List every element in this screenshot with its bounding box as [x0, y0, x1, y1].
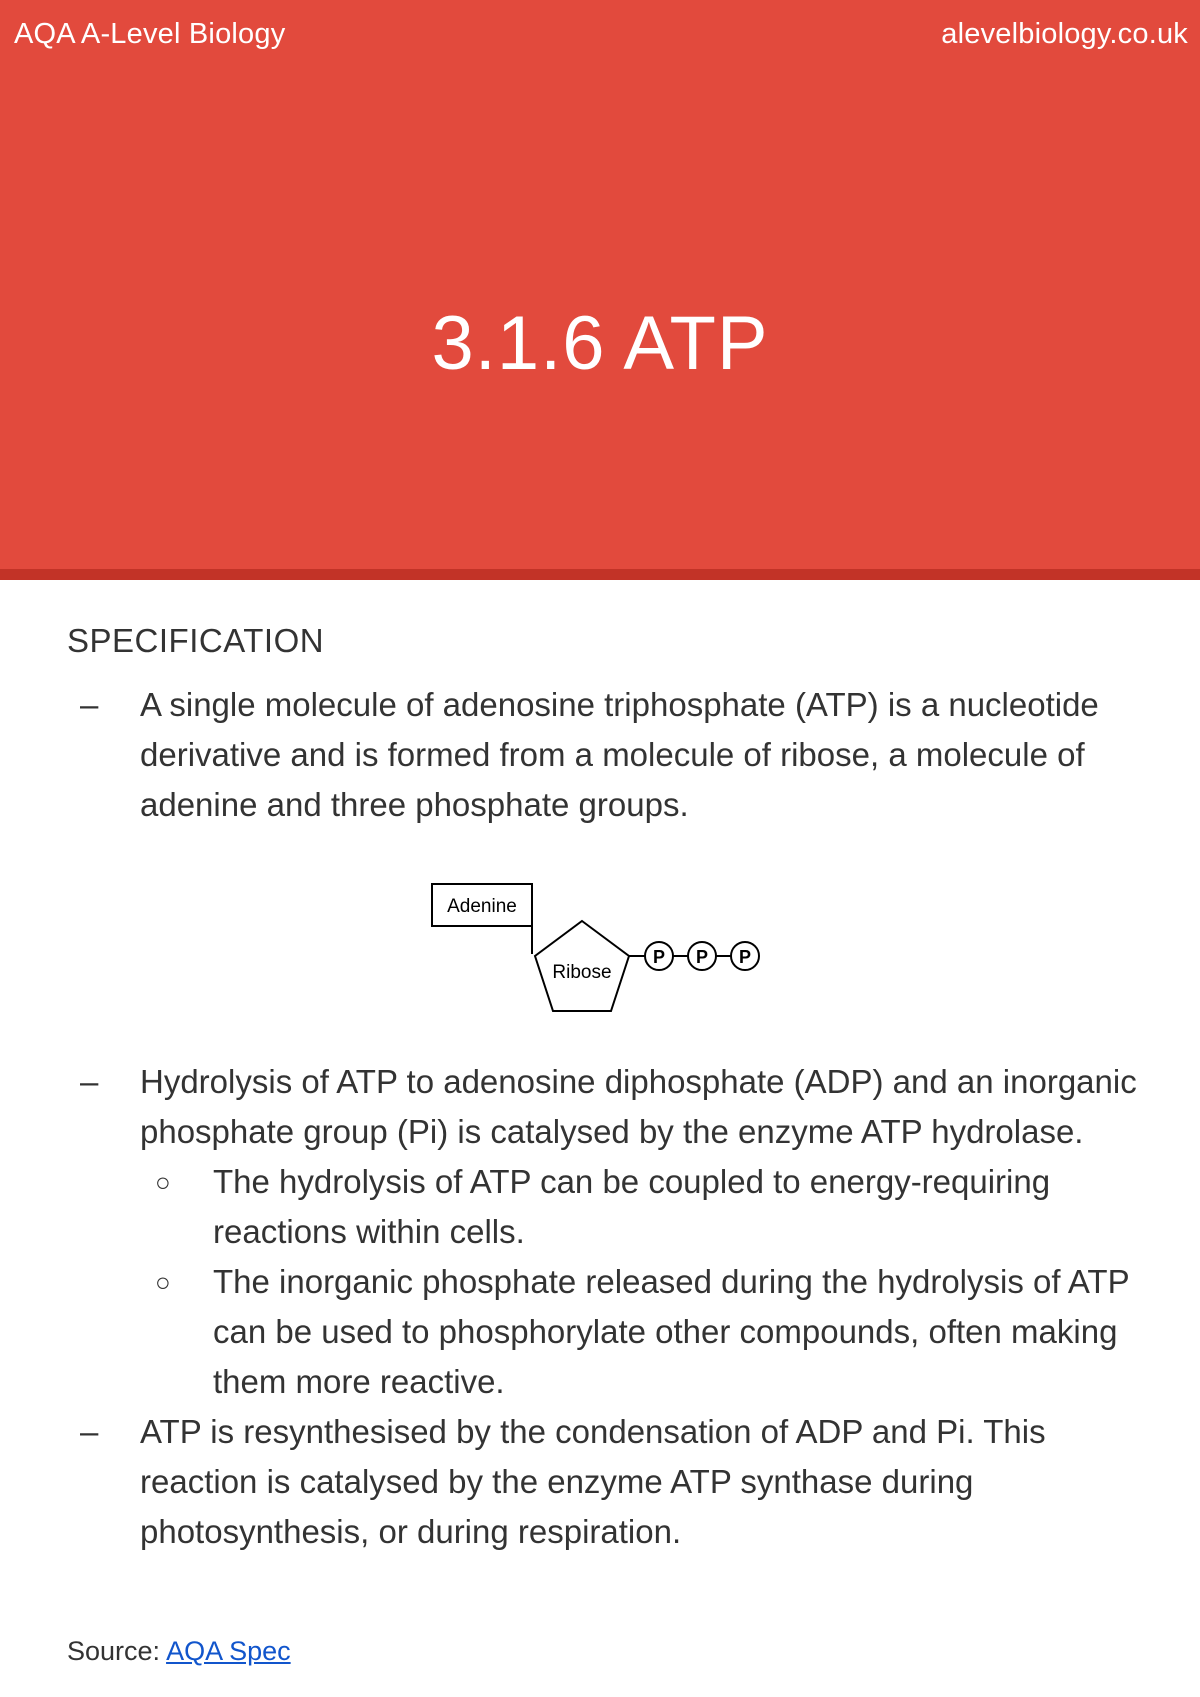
specification-heading: SPECIFICATION — [67, 622, 325, 659]
item1-line3: adenine and three phosphate groups. — [140, 786, 689, 823]
page-title: 3.1.6 ATP — [431, 301, 769, 386]
item2-line2: phosphate group (Pi) is catalysed by the enzyme ATP hydrolase. — [140, 1113, 1084, 1150]
source-label: Source: — [67, 1636, 167, 1666]
sub2-line1: The inorganic phosphate released during the hydrolysis of ATP — [213, 1263, 1130, 1300]
source-line — [67, 1636, 291, 1667]
item3-line1: ATP is resynthesised by the condensation of ADP and Pi. This — [140, 1413, 1046, 1450]
dash-bullet: – — [80, 686, 99, 723]
header-divider — [0, 569, 1200, 580]
item1-line1: A single molecule of adenosine triphosphate (ATP) is a nucleotide — [140, 686, 1099, 723]
sub1-line1: The hydrolysis of ATP can be coupled to energy-requiring — [213, 1163, 1051, 1200]
ribose-label: Ribose — [552, 962, 612, 983]
phosphate-1-label: P — [652, 947, 666, 967]
course-label: AQA A-Level Biology — [14, 18, 286, 50]
source-link[interactable]: AQA Spec — [166, 1636, 291, 1666]
phosphate-2-label: P — [695, 947, 709, 967]
item2-line1: Hydrolysis of ATP to adenosine diphosphate (ADP) and an inorganic — [140, 1063, 1137, 1100]
phosphate-3-label: P — [738, 947, 752, 967]
item3-line3: photosynthesis, or during respiration. — [140, 1513, 682, 1550]
circle-bullet: ○ — [155, 1167, 171, 1197]
header-banner — [0, 0, 1200, 569]
sub2-line2: can be used to phosphorylate other compounds, often making — [213, 1313, 1118, 1350]
dash-bullet: – — [80, 1413, 99, 1450]
item1-line2: derivative and is formed from a molecule of ribose, a molecule of — [140, 736, 1085, 773]
site-label: alevelbiology.co.uk — [941, 18, 1188, 50]
circle-bullet: ○ — [155, 1267, 171, 1297]
sub2-line3: them more reactive. — [213, 1363, 505, 1400]
atp-structure-diagram — [425, 878, 785, 1026]
dash-bullet: – — [80, 1063, 99, 1100]
sub1-line2: reactions within cells. — [213, 1213, 525, 1250]
item3-line2: reaction is catalysed by the enzyme ATP synthase during — [140, 1463, 974, 1500]
adenine-label: Adenine — [447, 896, 517, 917]
